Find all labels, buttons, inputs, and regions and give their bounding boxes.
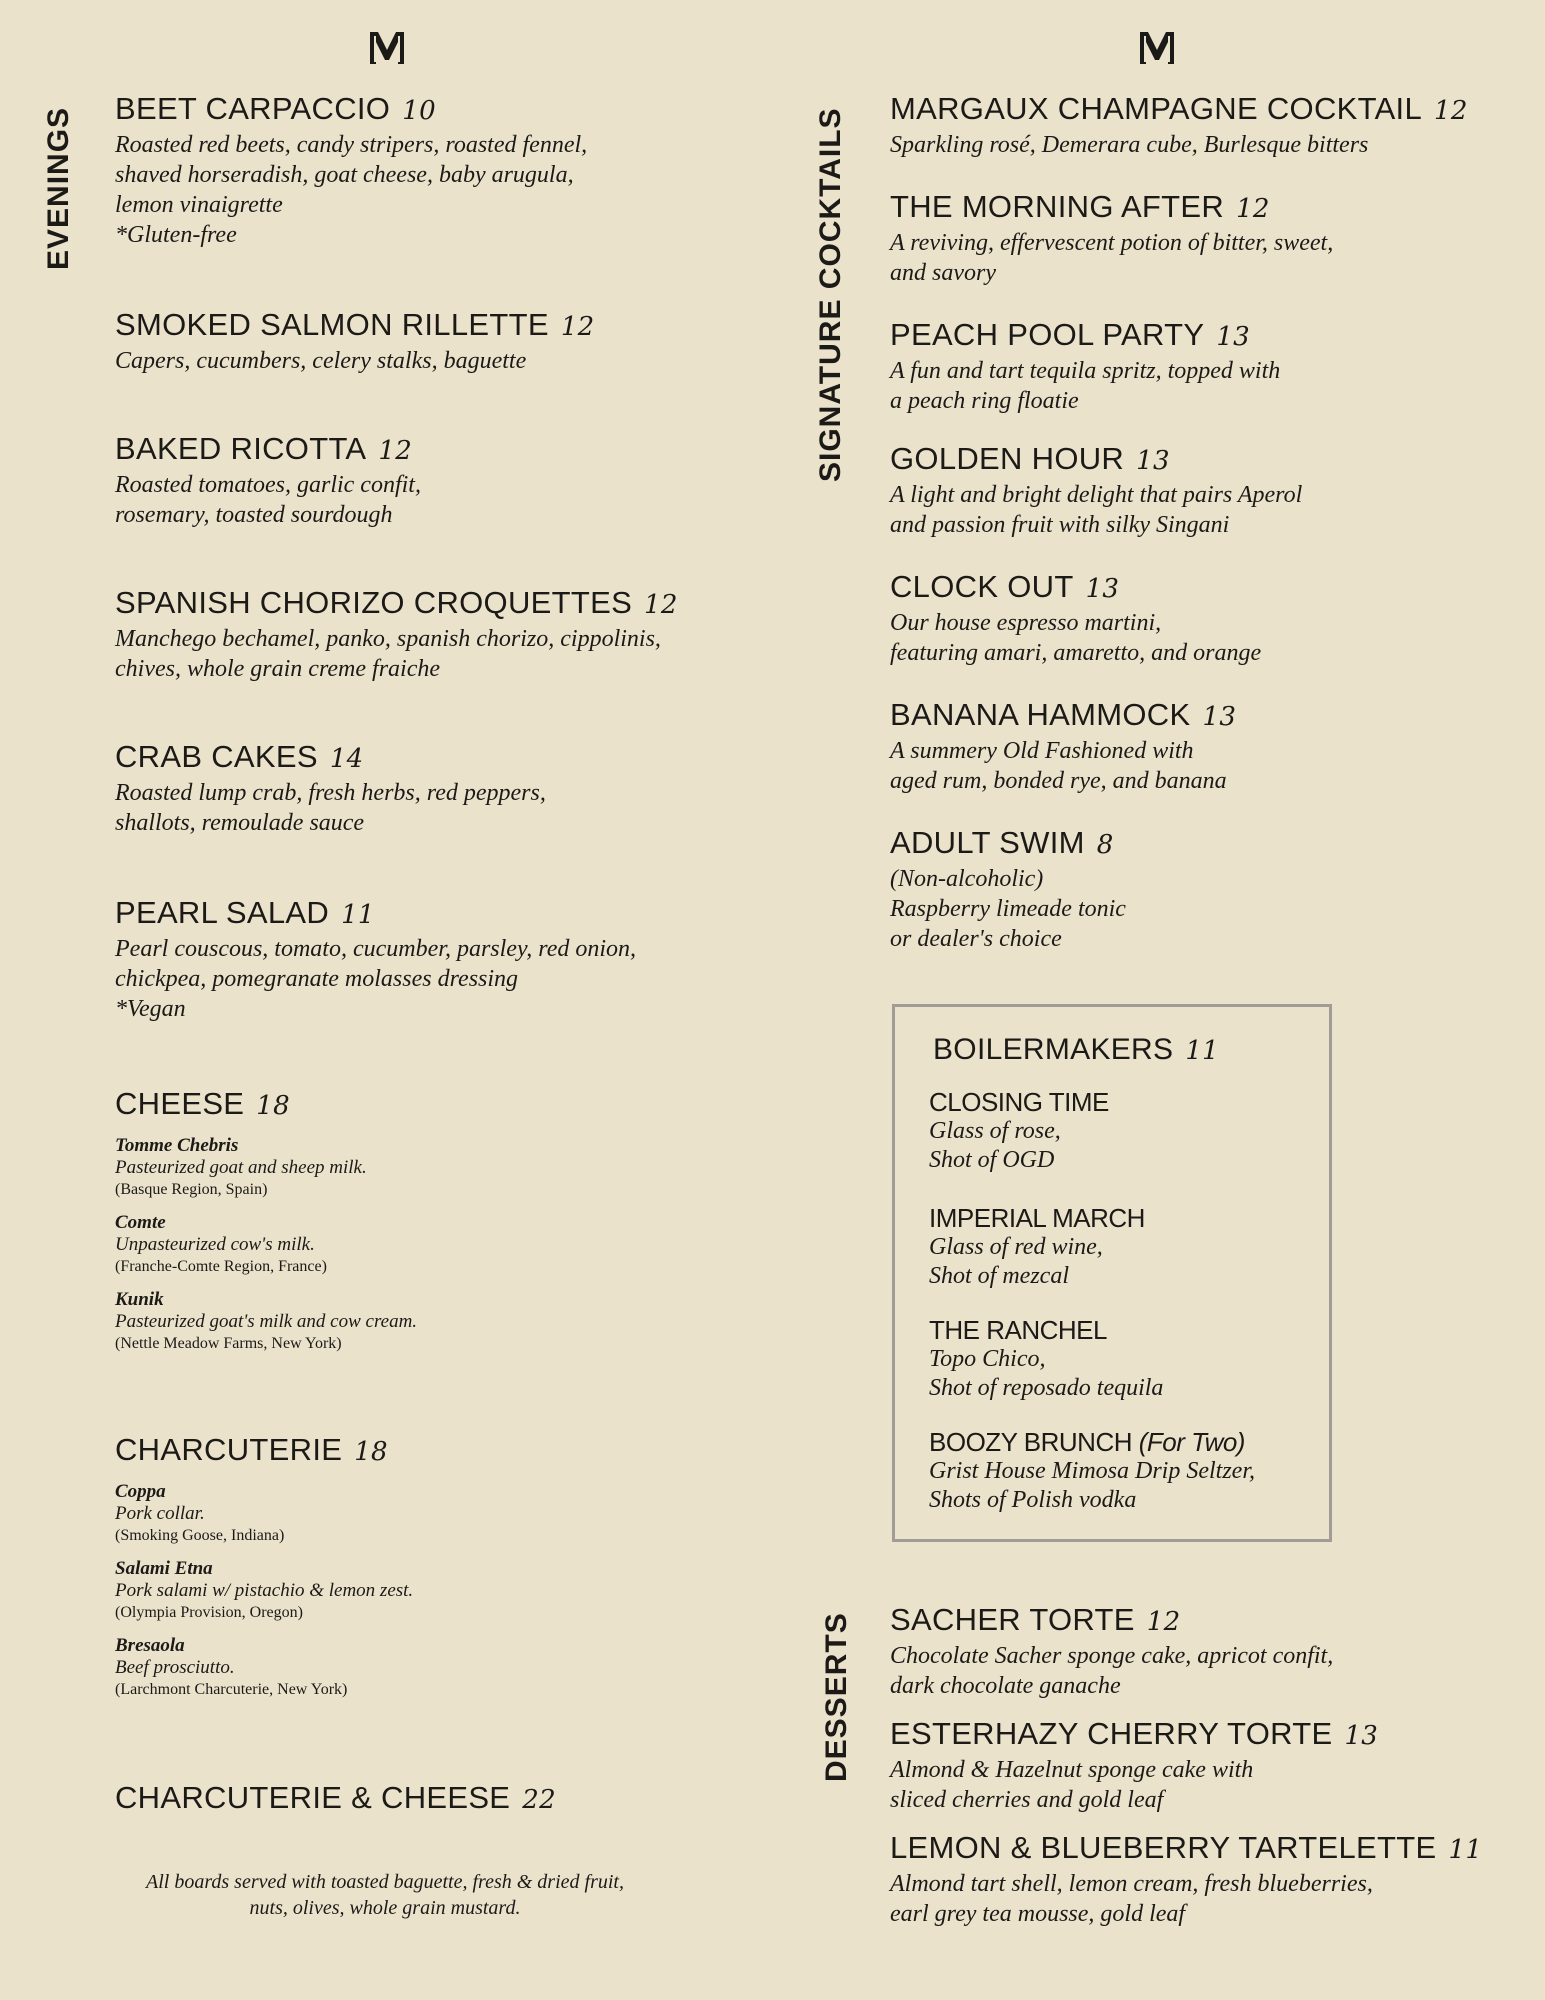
sub-item: Coppa Pork collar. (Smoking Goose, Indiana) xyxy=(115,1481,285,1544)
combo-board xyxy=(115,1781,755,1817)
boilermakers-box xyxy=(892,1004,1332,1542)
item-title: LEMON & BLUEBERRY TARTELETTE 11 xyxy=(890,1830,1483,1865)
menu-item xyxy=(890,318,1530,416)
item-price: 14 xyxy=(329,744,364,774)
item-price: 10 xyxy=(402,96,436,126)
item-description: (Non-alcoholic) Raspberry limeade tonic or dealer's choice xyxy=(890,866,1126,952)
sub-item: Kunik Pasteurized goat's milk and cow cream. (Nettle Meadow Farms, New York) xyxy=(115,1289,418,1352)
item-price: 8 xyxy=(1096,830,1114,860)
item-price: 12 xyxy=(644,590,678,620)
item-title: MARGAUX CHAMPAGNE COCKTAIL 12 xyxy=(890,91,1468,126)
item-description: Almond & Hazelnut sponge cake with sliced cherries and gold leaf xyxy=(890,1757,1254,1813)
section-label-desserts: DESSERTS xyxy=(820,1612,853,1782)
dessert-item xyxy=(890,1603,1530,1701)
dessert-item xyxy=(890,1831,1530,1929)
item-title: BAKED RICOTTA 12 xyxy=(115,431,413,466)
boilermaker-name: THE RANCHEL xyxy=(929,1315,1107,1345)
item-price: 13 xyxy=(1344,1721,1379,1751)
item-description: Chocolate Sacher sponge cake, apricot confit, dark chocolate ganache xyxy=(890,1643,1334,1699)
section-label-evenings: EVENINGS xyxy=(42,106,75,270)
item-title: PEACH POOL PARTY 13 xyxy=(890,317,1251,352)
boilermaker-item xyxy=(929,1203,1329,1291)
item-title: CHEESE 18 xyxy=(115,1086,290,1121)
item-price: 13 xyxy=(1136,446,1170,476)
menu-item xyxy=(115,432,755,530)
item-price: 22 xyxy=(522,1785,556,1815)
boilermaker-description: Glass of rose, Shot of OGD xyxy=(929,1118,1061,1173)
boilermakers-title: BOILERMAKERS 11 xyxy=(933,1033,1220,1066)
menu-item xyxy=(890,442,1530,540)
logo-icon xyxy=(368,28,406,68)
item-title: BANANA HAMMOCK 13 xyxy=(890,697,1237,732)
item-description: A light and bright delight that pairs Aperol and passion fruit with silky Singani xyxy=(890,482,1303,538)
item-description: Roasted tomatoes, garlic confit, rosemary, toasted sourdough xyxy=(115,472,421,528)
item-description: A fun and tart tequila spritz, topped with a peach ring floatie xyxy=(890,358,1281,414)
item-title: CLOCK OUT 13 xyxy=(890,569,1120,604)
boilermaker-item xyxy=(929,1315,1329,1403)
charcuterie-board xyxy=(115,1433,755,1700)
menu-item xyxy=(890,190,1530,288)
item-description: A reviving, effervescent potion of bitter, sweet, and savory xyxy=(890,230,1334,286)
item-price: 18 xyxy=(354,1437,388,1467)
sub-item: Tomme Chebris Pasteurized goat and sheep milk. (Basque Region, Spain) xyxy=(115,1135,367,1198)
logo-icon xyxy=(1138,28,1176,68)
menu-item xyxy=(115,586,755,684)
item-price: 13 xyxy=(1202,702,1237,732)
item-description: Manchego bechamel, panko, spanish chorizo, cippolinis, chives, whole grain creme fraiche xyxy=(115,626,661,682)
boilermaker-item xyxy=(929,1427,1329,1515)
item-title: CRAB CAKES 14 xyxy=(115,739,364,774)
item-title: CHARCUTERIE & CHEESE 22 xyxy=(115,1780,556,1815)
item-price: 12 xyxy=(560,312,595,342)
item-description: Sparkling rosé, Demerara cube, Burlesque bitters xyxy=(890,132,1369,158)
boilermaker-note: (For Two) xyxy=(1138,1427,1245,1457)
menu-item xyxy=(115,308,755,376)
menu-item xyxy=(890,698,1530,796)
dessert-item xyxy=(890,1717,1530,1815)
menu-item xyxy=(890,570,1530,668)
item-title: BEET CARPACCIO 10 xyxy=(115,91,436,126)
item-price: 12 xyxy=(378,436,413,466)
item-title: ESTERHAZY CHERRY TORTE 13 xyxy=(890,1716,1379,1751)
boilermaker-name: IMPERIAL MARCH xyxy=(929,1203,1145,1233)
sub-item: Salami Etna Pork salami w/ pistachio & lemon zest. (Olympia Provision, Oregon) xyxy=(115,1558,414,1621)
item-price: 13 xyxy=(1216,322,1251,352)
item-description: Our house espresso martini, featuring amari, amaretto, and orange xyxy=(890,610,1262,666)
item-price: 12 xyxy=(1146,1607,1181,1637)
section-label-signature-cocktails: SIGNATURE COCKTAILS xyxy=(814,107,847,482)
item-description: Pearl couscous, tomato, cucumber, parsley, red onion, chickpea, pomegranate molasses dressing *Vegan xyxy=(115,936,637,1022)
item-price: 11 xyxy=(1448,1835,1483,1865)
item-title: ADULT SWIM 8 xyxy=(890,825,1114,860)
item-description: Roasted red beets, candy stripers, roasted fennel, shaved horseradish, goat cheese, baby arugula, lemon vinaigrette *Gluten-free xyxy=(115,132,588,248)
item-title: SPANISH CHORIZO CROQUETTES 12 xyxy=(115,585,678,620)
boilermaker-name: CLOSING TIME xyxy=(929,1087,1109,1117)
item-price: 13 xyxy=(1085,574,1120,604)
item-price: 11 xyxy=(341,900,375,930)
menu-item xyxy=(890,826,1530,954)
item-price: 18 xyxy=(256,1091,290,1121)
item-description: Capers, cucumbers, celery stalks, baguette xyxy=(115,348,527,374)
cheese-board xyxy=(115,1087,755,1354)
item-description: Roasted lump crab, fresh herbs, red peppers, shallots, remoulade sauce xyxy=(115,780,546,836)
item-title: SMOKED SALMON RILLETTE 12 xyxy=(115,307,595,342)
menu-item xyxy=(890,92,1530,160)
item-description: A summery Old Fashioned with aged rum, bonded rye, and banana xyxy=(890,738,1227,794)
item-title: CHARCUTERIE 18 xyxy=(115,1432,388,1467)
item-description: Almond tart shell, lemon cream, fresh blueberries, earl grey tea mousse, gold leaf xyxy=(890,1871,1373,1927)
item-title: GOLDEN HOUR 13 xyxy=(890,441,1170,476)
item-price: 12 xyxy=(1434,96,1468,126)
item-price: 12 xyxy=(1236,194,1270,224)
item-title: SACHER TORTE 12 xyxy=(890,1602,1181,1637)
menu-item xyxy=(115,896,755,1024)
item-title: THE MORNING AFTER 12 xyxy=(890,189,1270,224)
boilermaker-item xyxy=(929,1087,1329,1175)
boilermaker-description: Glass of red wine, Shot of mezcal xyxy=(929,1234,1103,1289)
boards-footnote: All boards served with toasted baguette, fresh & dried fruit, nuts, olives, whole grain mustard. xyxy=(146,1871,624,1919)
sub-item: Bresaola Beef prosciutto. (Larchmont Charcuterie, New York) xyxy=(115,1635,348,1698)
boilermaker-description: Grist House Mimosa Drip Seltzer, Shots of Polish vodka xyxy=(929,1458,1256,1513)
item-price: 11 xyxy=(1185,1036,1220,1066)
boilermaker-name: BOOZY BRUNCH (For Two) xyxy=(929,1427,1245,1457)
boilermaker-description: Topo Chico, Shot of reposado tequila xyxy=(929,1346,1164,1401)
menu-item xyxy=(115,740,755,838)
menu-item xyxy=(115,92,755,250)
item-title: PEARL SALAD 11 xyxy=(115,895,375,930)
sub-item: Comte Unpasteurized cow's milk. (Franche-Comte Region, France) xyxy=(115,1212,327,1275)
